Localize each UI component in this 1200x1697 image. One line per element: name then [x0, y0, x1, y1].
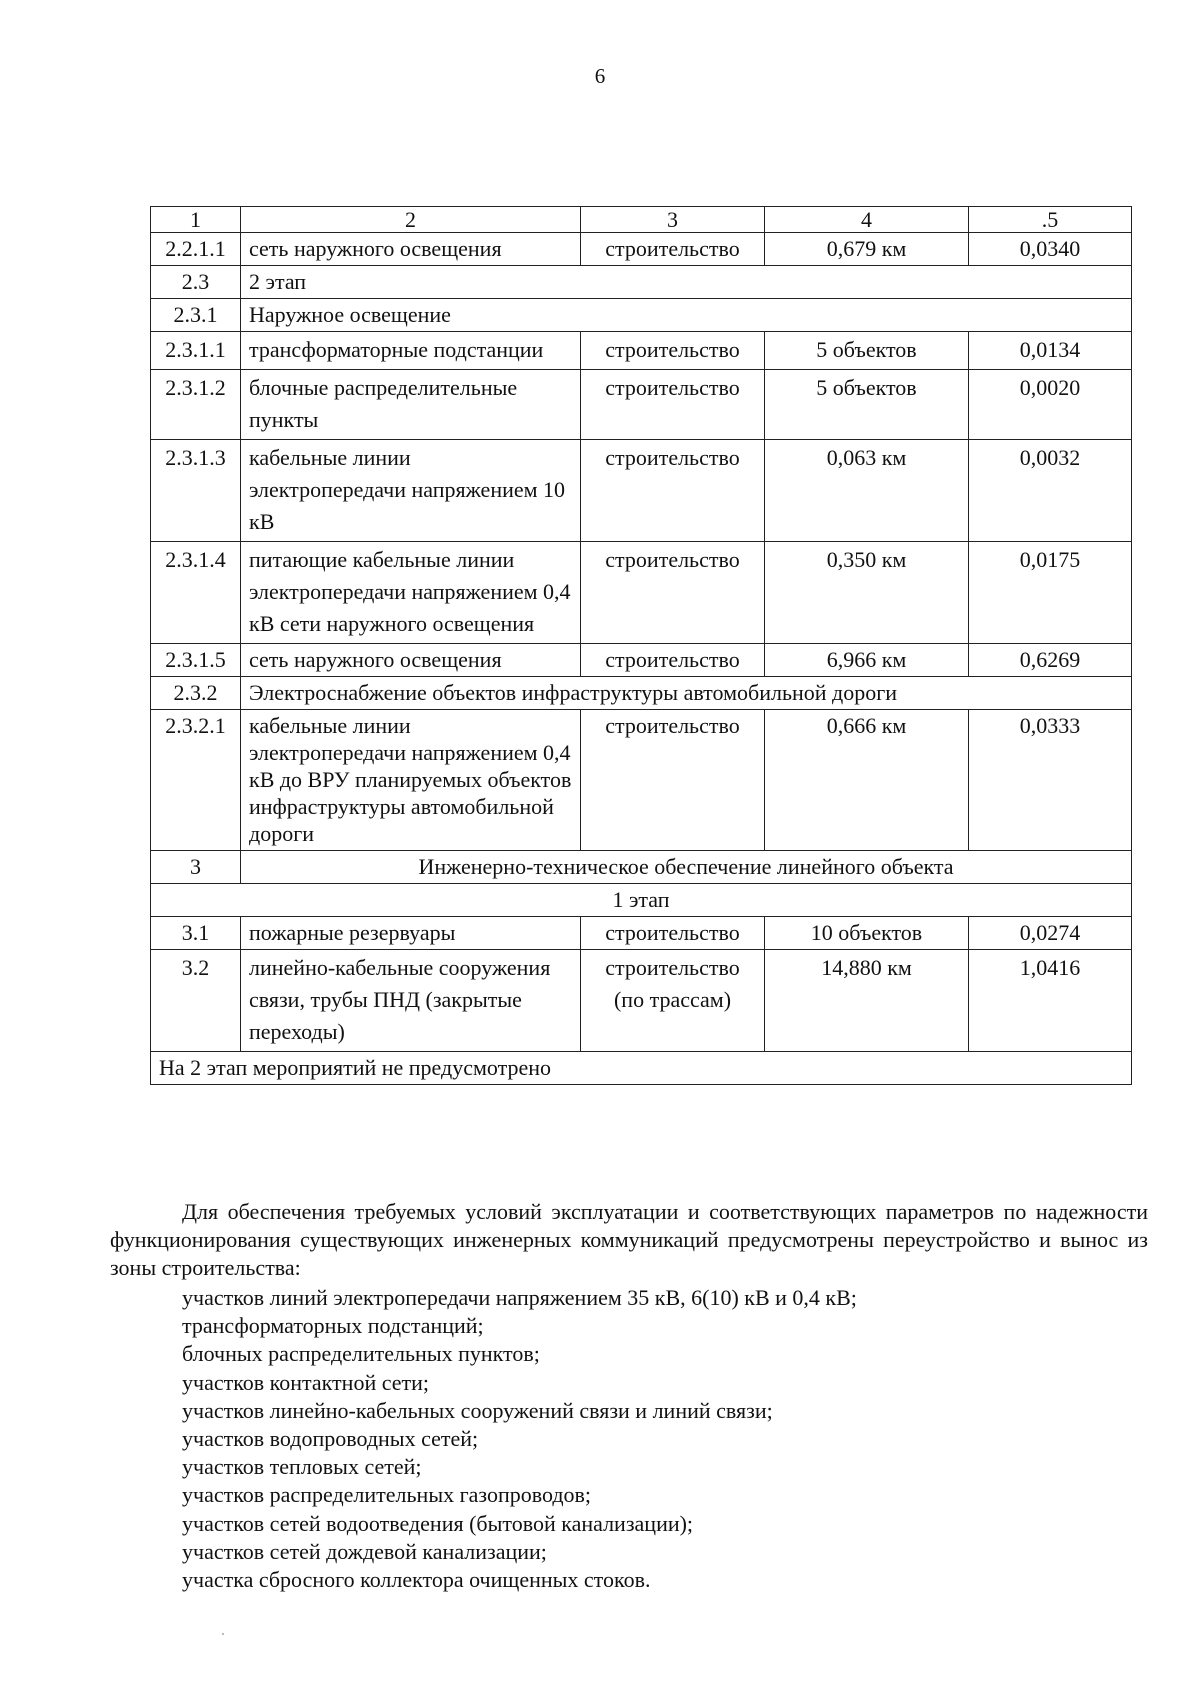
row-number: 2.3.1.1 — [151, 332, 241, 370]
row-value: 0,0175 — [969, 542, 1132, 644]
table-row — [151, 233, 1132, 266]
list-item: участка сбросного коллектора очищенных стоков. — [182, 1567, 651, 1593]
row-number: 2.3.1.3 — [151, 440, 241, 542]
intro-paragraph: Для обеспечения требуемых условий эксплуатации и соответствующих параметров по надежности функционирования существующих инженерных коммуникаций предусмотрены переустройство и вынос из зоны строительства: — [110, 1199, 1148, 1280]
stage-title: 1 этап — [151, 884, 1132, 917]
row-quantity: 6,966 км — [765, 644, 969, 677]
header-cell: 2 — [241, 207, 581, 233]
row-quantity: 5 объектов — [765, 332, 969, 370]
row-type: строительство (по трассам) — [581, 950, 765, 1052]
table-row — [151, 917, 1132, 950]
row-value: 0,0032 — [969, 440, 1132, 542]
table-section-row — [151, 266, 1132, 299]
row-name: трансформаторные подстанции — [241, 332, 581, 370]
row-value: 0,0134 — [969, 332, 1132, 370]
header-cell: 4 — [765, 207, 969, 233]
row-value: 0,0340 — [969, 233, 1132, 266]
header-cell: 1 — [151, 207, 241, 233]
row-number: 2.3.2.1 — [151, 710, 241, 851]
table-row — [151, 440, 1132, 542]
table-section-row — [151, 677, 1132, 710]
scan-speck — [222, 1633, 224, 1635]
row-number: 2.3 — [151, 266, 241, 299]
row-type: строительство — [581, 233, 765, 266]
row-name: сеть наружного освещения — [241, 644, 581, 677]
row-type: строительство — [581, 440, 765, 542]
row-value: 0,0274 — [969, 917, 1132, 950]
row-name: сеть наружного освещения — [241, 233, 581, 266]
row-number: 3.1 — [151, 917, 241, 950]
list-item: участков линейно-кабельных сооружений связи и линий связи; — [182, 1397, 773, 1423]
row-number: 2.3.1.2 — [151, 370, 241, 440]
list-item: участков тепловых сетей; — [182, 1454, 422, 1480]
list-item: трансформаторных подстанций; — [182, 1313, 484, 1339]
row-value: 1,0416 — [969, 950, 1132, 1052]
table-row — [151, 370, 1132, 440]
section-title: Инженерно-техническое обеспечение линейного объекта — [241, 851, 1132, 884]
works-table — [150, 206, 1132, 1085]
header-cell: 3 — [581, 207, 765, 233]
row-type: строительство — [581, 710, 765, 851]
table-section-row — [151, 299, 1132, 332]
row-name: пожарные резервуары — [241, 917, 581, 950]
row-name: кабельные линии электропередачи напряжением 0,4 кВ до ВРУ планируемых объектов инфраструктуры автомобильной дороги — [241, 710, 581, 851]
row-quantity: 0,679 км — [765, 233, 969, 266]
row-name: блочные распределительные пункты — [241, 370, 581, 440]
row-name: кабельные линии электропередачи напряжением 10 кВ — [241, 440, 581, 542]
row-name: линейно-кабельные сооружения связи, трубы ПНД (закрытые переходы) — [241, 950, 581, 1052]
row-quantity: 5 объектов — [765, 370, 969, 440]
table-section-row — [151, 851, 1132, 884]
table-row — [151, 542, 1132, 644]
row-quantity: 10 объектов — [765, 917, 969, 950]
table-row — [151, 644, 1132, 677]
list-item: участков линий электропередачи напряжением 35 кВ, 6(10) кВ и 0,4 кВ; — [182, 1285, 857, 1310]
list-item: участков распределительных газопроводов; — [182, 1482, 592, 1508]
table-header-row — [151, 207, 1132, 233]
row-type: строительство — [581, 370, 765, 440]
page-number: 6 — [594, 64, 606, 88]
row-name: питающие кабельные линии электропередачи напряжением 0,4 кВ сети наружного освещения — [241, 542, 581, 644]
row-number: 2.3.1 — [151, 299, 241, 332]
header-cell: .5 — [969, 207, 1132, 233]
table-stage-row — [151, 884, 1132, 917]
row-type: строительство — [581, 644, 765, 677]
row-type: строительство — [581, 917, 765, 950]
row-quantity: 0,350 км — [765, 542, 969, 644]
table-note: На 2 этап мероприятий не предусмотрено — [151, 1052, 1132, 1085]
row-value: 0,6269 — [969, 644, 1132, 677]
row-type: строительство — [581, 332, 765, 370]
table-note-row — [151, 1052, 1132, 1085]
row-number: 2.3.1.5 — [151, 644, 241, 677]
table-row — [151, 332, 1132, 370]
list-item: участков контактной сети; — [182, 1369, 430, 1395]
row-number: 2.3.2 — [151, 677, 241, 710]
section-title: Наружное освещение — [241, 299, 1132, 332]
section-title: 2 этап — [241, 266, 1132, 299]
row-quantity: 14,880 км — [765, 950, 969, 1052]
row-value: 0,0020 — [969, 370, 1132, 440]
list-item: блочных распределительных пунктов; — [182, 1341, 540, 1367]
list-item: участков сетей дождевой канализации; — [182, 1538, 547, 1564]
row-quantity: 0,063 км — [765, 440, 969, 542]
table-row — [151, 950, 1132, 1052]
row-number: 2.2.1.1 — [151, 233, 241, 266]
row-number: 3.2 — [151, 950, 241, 1052]
list-item: участков сетей водоотведения (бытовой канализации); — [182, 1510, 694, 1536]
row-quantity: 0,666 км — [765, 710, 969, 851]
row-number: 3 — [151, 851, 241, 884]
row-number: 2.3.1.4 — [151, 542, 241, 644]
table-row — [151, 710, 1132, 851]
list-item: участков водопроводных сетей; — [182, 1426, 479, 1452]
section-title: Электроснабжение объектов инфраструктуры автомобильной дороги — [241, 677, 1132, 710]
relocation-list — [182, 1284, 857, 1594]
row-type: строительство — [581, 542, 765, 644]
row-value: 0,0333 — [969, 710, 1132, 851]
